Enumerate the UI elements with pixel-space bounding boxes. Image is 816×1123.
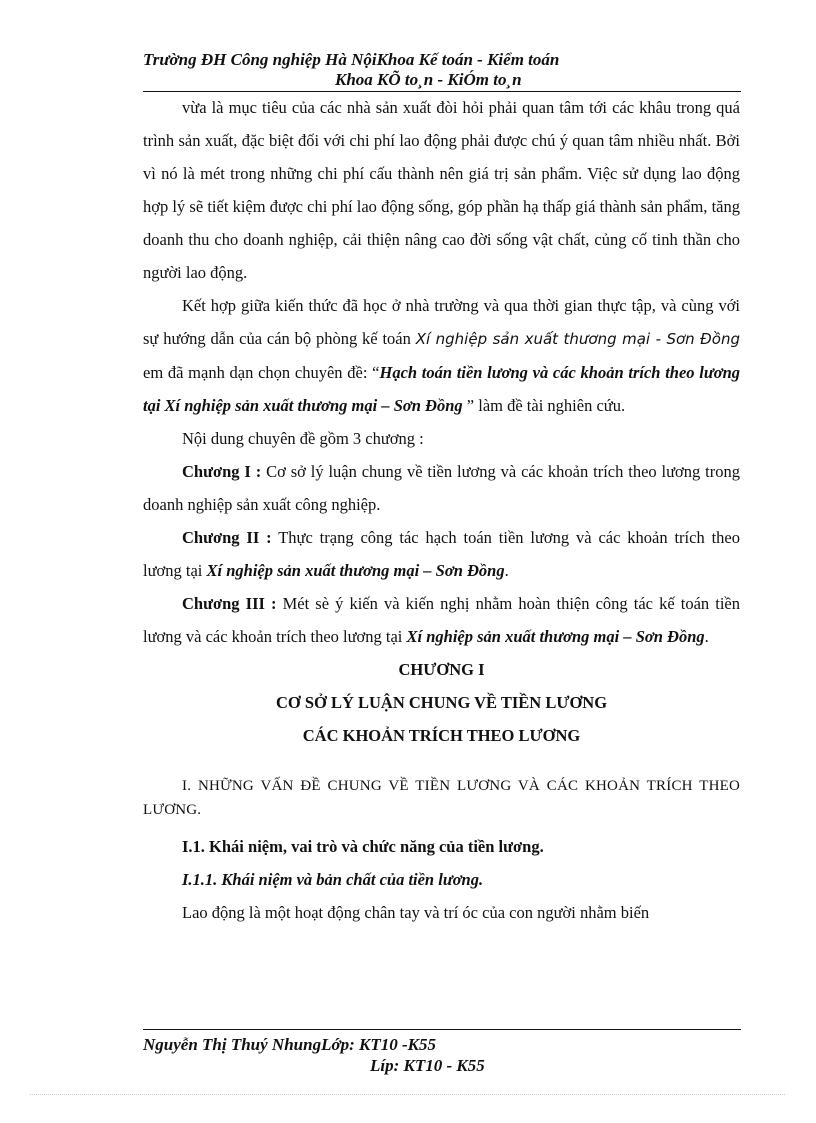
page-boundary <box>30 1094 785 1095</box>
chapter-label: Chương I : <box>182 462 262 481</box>
header-line-1: Trường ĐH Công nghiệp Hà NộiKhoa Kế toán - Kiểm toán <box>143 50 560 69</box>
section-heading: I. NHỮNG VẤN ĐỀ CHUNG VỀ TIỀN LƯƠNG VÀ CÁC KHOẢN TRÍCH THEO LƯƠNG. <box>143 778 740 818</box>
paragraph: Nội dung chuyên đề gồm 3 chương : <box>182 429 424 448</box>
text: . <box>504 561 509 580</box>
subsubsection-heading: I.1.1. Khái niệm và bản chất của tiền lương. <box>182 870 484 889</box>
chapter-title-line-2: CÁC KHOẢN TRÍCH THEO LƯƠNG <box>302 726 581 745</box>
footer-line-1: Nguyễn Thị Thuý NhungLớp: KT10 -K55 <box>143 1035 436 1054</box>
footer-divider <box>143 1029 741 1030</box>
paragraph: Lao động là một hoạt động chân tay và trí óc của con người nhằm biến <box>182 903 650 922</box>
paragraph: vừa là mục tiêu của các nhà sản xuất đòi hỏi phải quan tâm tới các khâu trong quá trình sản xuất, đặc biệt đối với chi phí lao động phải được chú ý quan tâm nhiều nhất. Bởi vì nó là mét trong những chi phí cấu thành nên giá trị sản phẩm. Việc sử dụng lao động hợp lý sẽ tiết kiệm được chi phí lao động sống, góp phần hạ thấp giá thành sản phẩm, tăng doanh thu cho doanh nghiệp, cải thiện nâng cao đời sống vật chất, củng cố tinh thần cho người lao động. <box>143 98 740 282</box>
page-footer <box>143 1034 743 1076</box>
company-name: Xí nghiệp sản xuất thương mại - Sơn Đồng <box>415 330 740 348</box>
text: Cơ sở lý luận chung về tiền lương và các khoản trích theo lương trong doanh nghiệp sản xuất công nghiệp. <box>143 462 740 514</box>
chapter-heading: CHƯƠNG I <box>398 660 485 679</box>
text: Thực trạng công tác hạch toán tiền lương và các khoản trích theo lương tại <box>143 528 740 580</box>
company-name: Xí nghiệp sản xuất thương mại – Sơn Đồng <box>406 627 705 646</box>
subsection-heading: I.1. Khái niệm, vai trò và chức năng của tiền lương. <box>182 837 544 856</box>
chapter-item <box>143 521 740 587</box>
chapter-label: Chương II : <box>182 528 272 547</box>
page-header <box>143 50 743 90</box>
text: Kết hợp giữa kiến thức đã học ở nhà trường và qua thời gian thực tập, và cùng với sự hướng dẫn của cán bộ phòng kế toán <box>143 296 740 348</box>
paragraph <box>143 289 740 422</box>
topic-title: Hạch toán tiền lương và các khoản trích theo lương tại Xí nghiệp sản xuất thương mại – Sơn Đồng <box>143 363 740 415</box>
text: em đã mạnh dạn chọn chuyên đề: “ <box>143 363 380 382</box>
text: ” làm đề tài nghiên cứu. <box>462 396 626 415</box>
chapter-item <box>143 587 740 653</box>
chapter-title-line-1: CƠ SỞ LÝ LUẬN CHUNG VỀ TIỀN LƯƠNG <box>275 693 608 712</box>
chapter-item <box>143 455 740 521</box>
company-name: Xí nghiệp sản xuất thương mại – Sơn Đồng <box>206 561 505 580</box>
chapter-label: Chương III : <box>182 594 277 613</box>
text: . <box>704 627 709 646</box>
header-line-2: Khoa KÕ to¸n - KiÓm to¸n <box>335 70 522 89</box>
document-body <box>143 91 740 929</box>
text: Mét sè ý kiến và kiến nghị nhằm hoàn thiện công tác kế toán tiền lương và các khoản trích theo lương tại <box>143 594 740 646</box>
footer-line-2: Líp: KT10 - K55 <box>370 1056 485 1075</box>
